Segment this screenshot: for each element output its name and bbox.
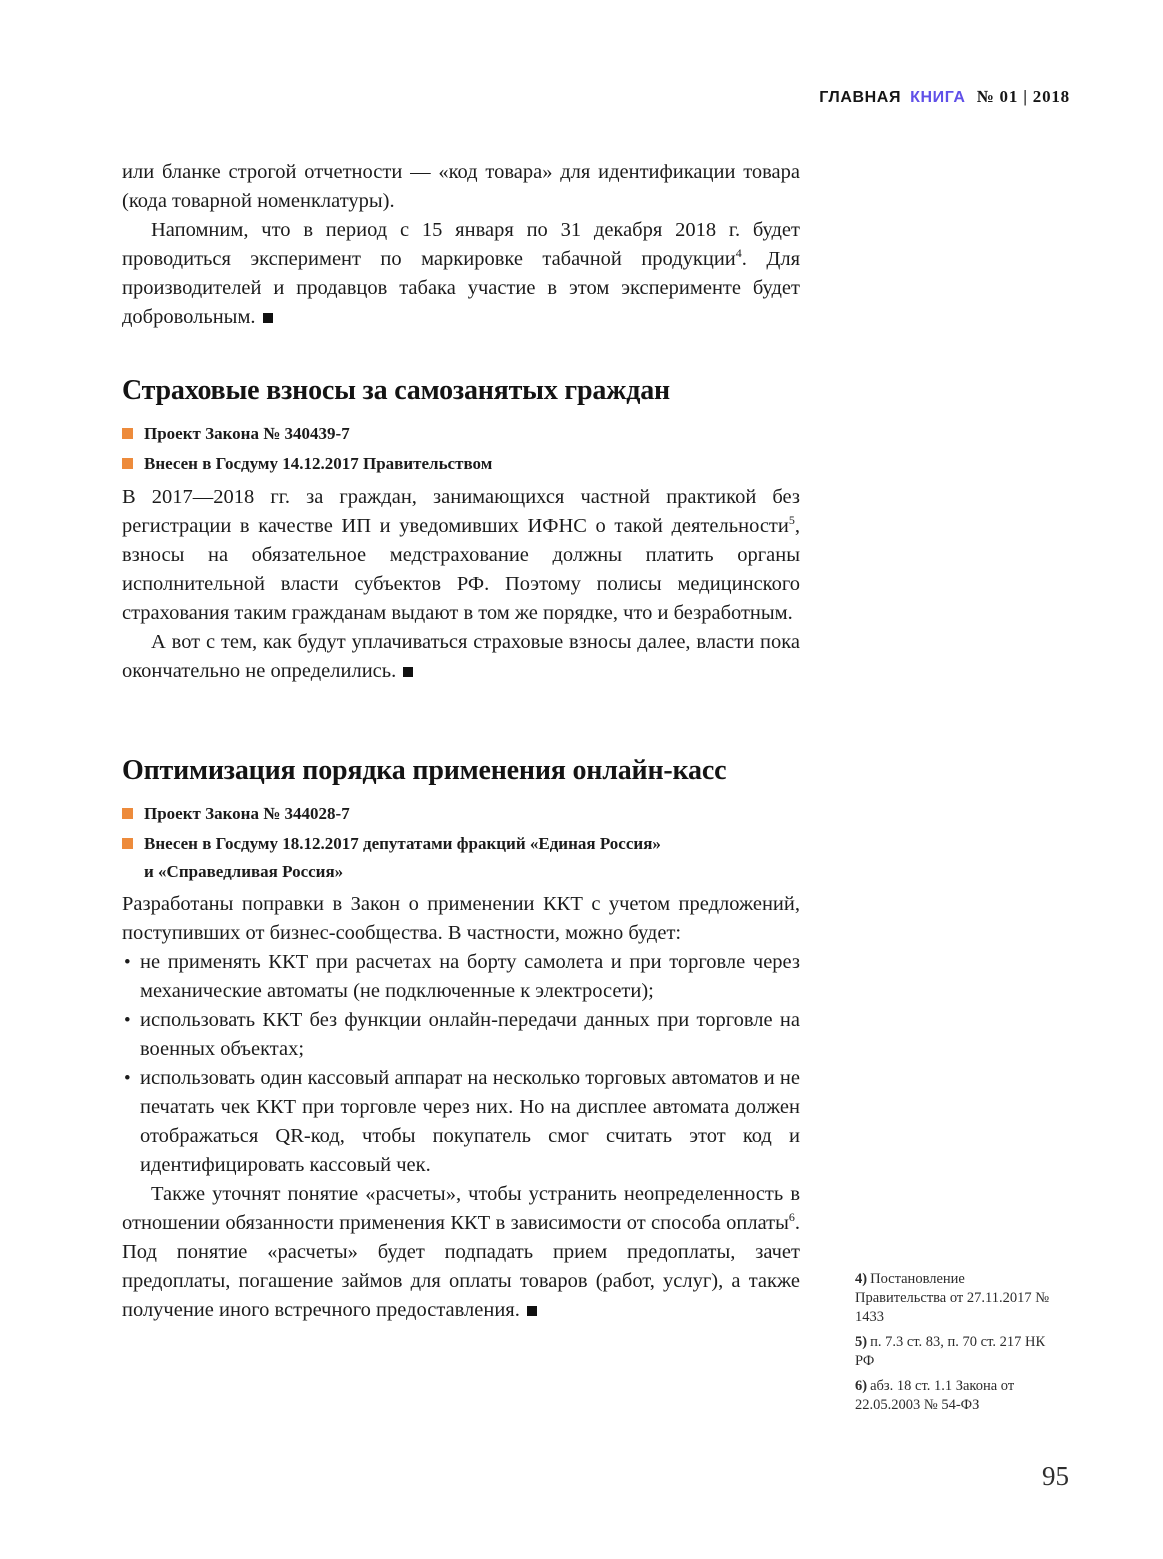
meta-label: Внесен в Госдуму 14.12.2017 Правительством	[144, 454, 493, 473]
running-head	[819, 88, 1070, 107]
orange-square-marker	[122, 838, 133, 849]
list-item	[122, 948, 800, 1006]
paragraph-text: Напомним, что в период с 15 января по 31 декабря 2018 г. будет проводиться эксперимент по маркировке табачной продукции	[122, 219, 800, 270]
paragraph-text: Также уточнят понятие «расчеты», чтобы устранить неопределенность в отношении обязанности применения ККТ в зависимости от способа оплаты	[122, 1183, 800, 1234]
orange-square-marker	[122, 808, 133, 819]
article-title: Страховые взносы за самозанятых граждан	[122, 375, 670, 406]
article-insurance-contributions	[122, 374, 800, 686]
magazine-title-main: ГЛАВНАЯ	[819, 89, 902, 106]
article-online-cash-registers	[122, 754, 800, 1325]
paragraph-text: , взносы на обязательное медстрахование должны платить органы исполнительной власти субъектов РФ. Поэтому полисы медицинского страхования таким гражданам выдают в том же порядке, что и безработным.	[122, 515, 800, 624]
meta-item	[122, 450, 742, 478]
list-item-text: использовать ККТ без функции онлайн-передачи данных при торговле на военных объектах;	[140, 1009, 800, 1060]
meta-item	[122, 420, 742, 448]
meta-item	[122, 800, 742, 828]
list-item	[122, 1064, 800, 1180]
paragraph	[122, 628, 800, 686]
paragraph	[122, 483, 800, 628]
article-title: Оптимизация порядка применения онлайн-касс	[122, 755, 727, 786]
orange-square-marker	[122, 428, 133, 439]
footnotes-sidebar	[855, 1270, 1055, 1421]
article-meta	[122, 420, 800, 478]
end-of-article-marker	[527, 1306, 537, 1316]
footnote-number: 5)	[855, 1334, 868, 1350]
footnote-number: 4)	[855, 1271, 868, 1287]
paragraph	[122, 1180, 800, 1325]
footnote-ref-4: 4	[735, 246, 742, 261]
paragraph	[122, 158, 800, 216]
footnote-ref-5: 5	[788, 513, 795, 528]
amendments-list	[122, 948, 800, 1180]
paragraph-text: А вот с тем, как будут уплачиваться страховые взносы далее, власти пока окончательно не определились.	[122, 631, 800, 682]
magazine-title-accent: КНИГА	[910, 89, 966, 106]
list-item-text: использовать один кассовый аппарат на несколько торговых автоматов и не печатать чек ККТ при торговле через них. Но на дисплее автомата должен отображаться QR-код, чтобы покупатель смог считать этот код и идентифицировать кассовый чек.	[140, 1067, 800, 1176]
end-of-article-marker	[403, 667, 413, 677]
article-continuation	[122, 158, 800, 332]
meta-label: Проект Закона № 340439-7	[144, 424, 350, 443]
footnote	[855, 1270, 1055, 1327]
list-item-text: не применять ККТ при расчетах на борту самолета и при торговле через механические автоматы (не подключенные к электросети);	[140, 951, 800, 1002]
footnote-text: абз. 18 ст. 1.1 Закона от 22.05.2003 № 54-ФЗ	[855, 1378, 1015, 1413]
footnote-number: 6)	[855, 1378, 868, 1394]
footnote-text: п. 7.3 ст. 83, п. 70 ст. 217 НК РФ	[855, 1334, 1046, 1369]
paragraph	[122, 890, 800, 948]
paragraph-text: . Для производителей и продавцов табака участие в этом эксперименте будет добровольным.	[122, 248, 800, 328]
footnote-text: Постановление Правительства от 27.11.2017 № 1433	[855, 1271, 1050, 1325]
paragraph-text: . Под понятие «расчеты» будет подпадать прием предоплаты, зачет предоплаты, погашение займов для оплаты товаров (работ, услуг), а также получение иного встречного предоставления.	[122, 1212, 800, 1321]
meta-item	[122, 830, 742, 886]
meta-label: Внесен в Госдуму 18.12.2017 депутатами фракций «Единая Россия» и «Справедливая Россия»	[144, 834, 661, 881]
paragraph-text: В 2017—2018 гг. за граждан, занимающихся частной практикой без регистрации в качестве ИП и уведомивших ИФНС о такой деятельности	[122, 486, 800, 537]
paragraph-text: или бланке строгой отчетности — «код товара» для идентификации товара (кода товарной номенклатуры).	[122, 161, 800, 212]
orange-square-marker	[122, 458, 133, 469]
list-item	[122, 1006, 800, 1064]
end-of-article-marker	[263, 313, 273, 323]
paragraph	[122, 216, 800, 332]
article-meta	[122, 800, 800, 886]
paragraph-text: Разработаны поправки в Закон о применении ККТ с учетом предложений, поступивших от бизнес-сообщества. В частности, можно будет:	[122, 893, 800, 944]
magazine-issue-number: № 01 | 2018	[976, 87, 1070, 106]
footnote	[855, 1377, 1055, 1415]
meta-label: Проект Закона № 344028-7	[144, 804, 350, 823]
footnote	[855, 1333, 1055, 1371]
footnote-ref-6: 6	[788, 1210, 795, 1225]
page-number: 95	[1042, 1461, 1069, 1491]
